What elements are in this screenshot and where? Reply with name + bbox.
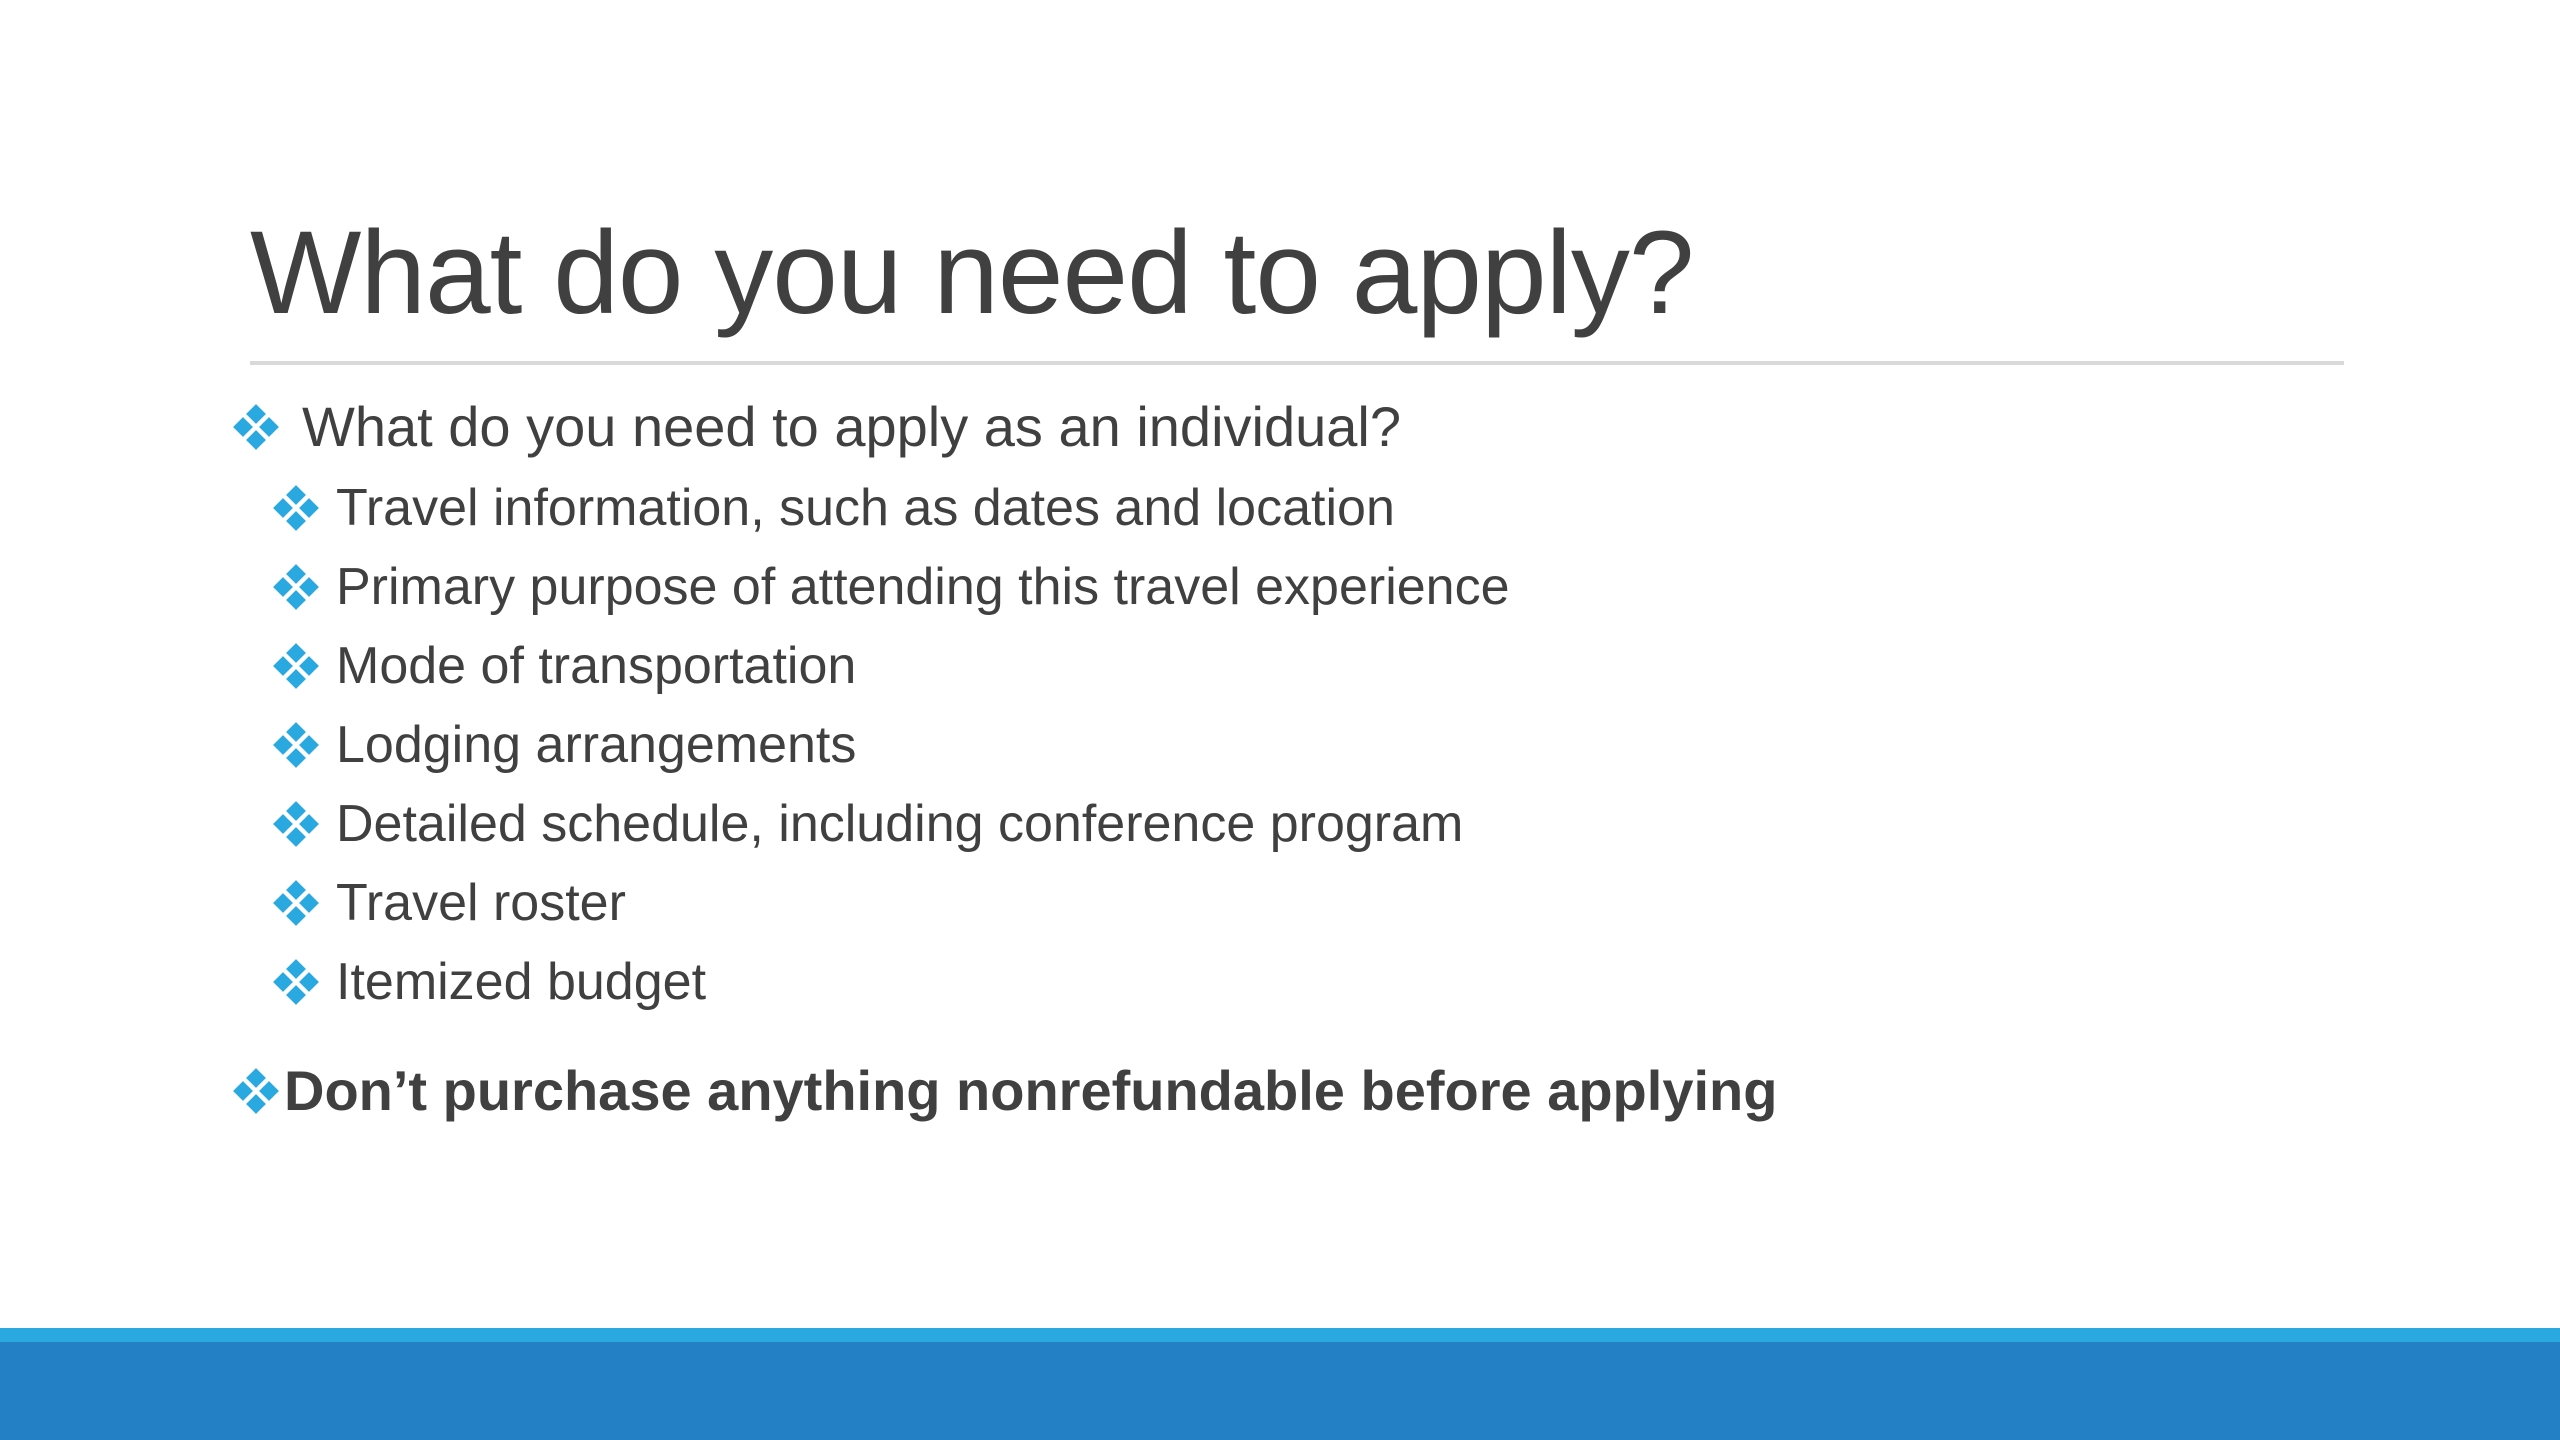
four-diamond-bullet-icon	[272, 563, 320, 611]
four-diamond-bullet-icon	[272, 958, 320, 1006]
sub-bullet-text: Lodging arrangements	[336, 716, 857, 774]
four-diamond-bullet-icon	[232, 1067, 280, 1115]
four-diamond-bullet-icon	[272, 484, 320, 532]
four-diamond-bullet-icon	[272, 721, 320, 769]
slide-title: What do you need to apply?	[250, 207, 1694, 339]
four-diamond-bullet-icon	[232, 403, 280, 451]
sub-bullet-text: Primary purpose of attending this travel experience	[336, 558, 1510, 616]
footer-accent-stripe	[0, 1328, 2560, 1342]
sub-bullet-text: Travel information, such as dates and location	[336, 479, 1395, 537]
main-bullet-text: What do you need to apply as an individual?	[302, 395, 1401, 458]
sub-bullet-text: Travel roster	[336, 874, 626, 932]
sub-bullet-item	[272, 794, 1463, 854]
title-divider	[250, 361, 2344, 365]
sub-bullet-text: Detailed schedule, including conference program	[336, 795, 1464, 853]
warning-bullet-text: Don’t purchase anything nonrefundable before applying	[284, 1059, 1778, 1122]
sub-bullet-item	[272, 952, 706, 1012]
sub-bullet-text: Mode of transportation	[336, 637, 857, 695]
sub-bullet-item	[272, 557, 1510, 617]
four-diamond-bullet-icon	[272, 642, 320, 690]
sub-bullet-item	[272, 636, 856, 696]
main-bullet	[232, 394, 1401, 459]
four-diamond-bullet-icon	[272, 800, 320, 848]
sub-bullet-item	[272, 715, 856, 775]
footer-band	[0, 1342, 2560, 1440]
four-diamond-bullet-icon	[272, 879, 320, 927]
sub-bullet-text: Itemized budget	[336, 953, 707, 1011]
sub-bullet-item	[272, 873, 626, 933]
warning-bullet	[232, 1058, 1777, 1123]
sub-bullet-item	[272, 478, 1395, 538]
